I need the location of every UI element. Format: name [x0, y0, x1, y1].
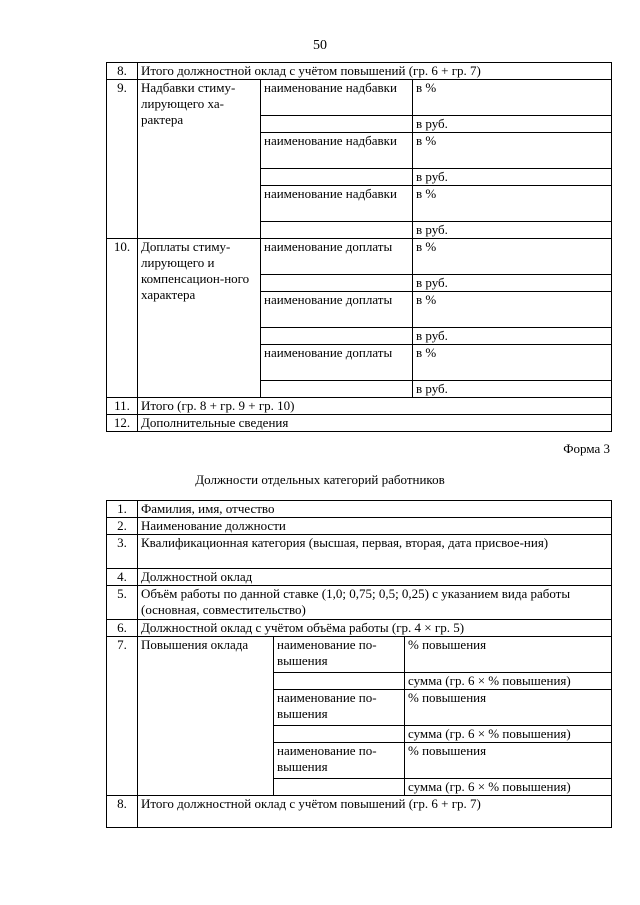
item-pct: в %	[413, 292, 612, 328]
item-name: наименование доплаты	[261, 345, 413, 381]
table-row	[107, 63, 612, 80]
item-rub: в руб.	[413, 169, 612, 186]
item-rub: в руб.	[413, 222, 612, 239]
item-pct: % повышения	[405, 690, 612, 726]
table-row	[107, 415, 612, 432]
blank-cell	[261, 116, 413, 133]
item-name: наименование надбавки	[261, 186, 413, 222]
form-label: Форма 3	[563, 441, 610, 456]
row-text: Объём работы по данной ставке (1,0; 0,75; 0,5; 0,25) с указанием вида работы (основная, совместительство)	[138, 586, 612, 620]
row-label: Доплаты стиму-лирующего и компенсацион-ного характера	[138, 239, 261, 398]
row-number: 8.	[107, 796, 138, 828]
table-row	[107, 398, 612, 415]
table-row	[107, 569, 612, 586]
blank-cell	[261, 222, 413, 239]
section-heading: Должности отдельных категорий работников	[195, 472, 445, 487]
item-name: наименование по-вышения	[274, 637, 405, 673]
row-number: 5.	[107, 586, 138, 620]
blank-cell	[261, 275, 413, 292]
row-number: 6.	[107, 620, 138, 637]
item-name: наименование доплаты	[261, 292, 413, 328]
item-pct: в %	[413, 186, 612, 222]
item-rub: в руб.	[413, 116, 612, 133]
item-sum: сумма (гр. 6 × % повышения)	[405, 673, 612, 690]
blank-cell	[274, 726, 405, 743]
table-row	[107, 518, 612, 535]
row-text: Итого должностной оклад с учётом повышений (гр. 6 + гр. 7)	[138, 796, 612, 828]
table-row	[107, 637, 612, 673]
item-name: наименование по-вышения	[274, 690, 405, 726]
item-pct: в %	[413, 80, 612, 116]
blank-cell	[261, 169, 413, 186]
row-label: Повышения оклада	[138, 637, 274, 796]
row-text: Должностной оклад с учётом объёма работы (гр. 4 × гр. 5)	[138, 620, 612, 637]
row-number: 8.	[107, 63, 138, 80]
table-row	[107, 535, 612, 569]
table-row	[107, 586, 612, 620]
positions-table	[106, 500, 612, 828]
item-sum: сумма (гр. 6 × % повышения)	[405, 779, 612, 796]
row-number: 12.	[107, 415, 138, 432]
item-pct: в %	[413, 239, 612, 275]
row-number: 11.	[107, 398, 138, 415]
table-row	[107, 796, 612, 828]
blank-cell	[261, 381, 413, 398]
item-rub: в руб.	[413, 381, 612, 398]
row-text: Наименование должности	[138, 518, 612, 535]
row-text: Итого (гр. 8 + гр. 9 + гр. 10)	[138, 398, 612, 415]
blank-cell	[261, 328, 413, 345]
table-row	[107, 620, 612, 637]
row-text: Дополнительные сведения	[138, 415, 612, 432]
row-text: Итого должностной оклад с учётом повышений (гр. 6 + гр. 7)	[138, 63, 612, 80]
item-name: наименование по-вышения	[274, 743, 405, 779]
salary-table-continued	[106, 62, 612, 432]
item-sum: сумма (гр. 6 × % повышения)	[405, 726, 612, 743]
row-number: 7.	[107, 637, 138, 796]
row-number: 1.	[107, 501, 138, 518]
item-pct: в %	[413, 133, 612, 169]
row-text: Должностной оклад	[138, 569, 612, 586]
table-row	[107, 239, 612, 275]
page-number: 50	[313, 38, 327, 53]
row-number: 4.	[107, 569, 138, 586]
row-number: 9.	[107, 80, 138, 239]
row-number: 2.	[107, 518, 138, 535]
item-pct: в %	[413, 345, 612, 381]
row-number: 10.	[107, 239, 138, 398]
item-rub: в руб.	[413, 275, 612, 292]
blank-cell	[274, 673, 405, 690]
item-pct: % повышения	[405, 637, 612, 673]
row-number: 3.	[107, 535, 138, 569]
item-name: наименование доплаты	[261, 239, 413, 275]
blank-cell	[274, 779, 405, 796]
item-name: наименование надбавки	[261, 80, 413, 116]
item-rub: в руб.	[413, 328, 612, 345]
row-text: Фамилия, имя, отчество	[138, 501, 612, 518]
row-label: Надбавки стиму-лирующего ха-рактера	[138, 80, 261, 239]
table-row	[107, 501, 612, 518]
table-row	[107, 80, 612, 116]
item-name: наименование надбавки	[261, 133, 413, 169]
item-pct: % повышения	[405, 743, 612, 779]
row-text: Квалификационная категория (высшая, первая, вторая, дата присвое-ния)	[138, 535, 612, 569]
